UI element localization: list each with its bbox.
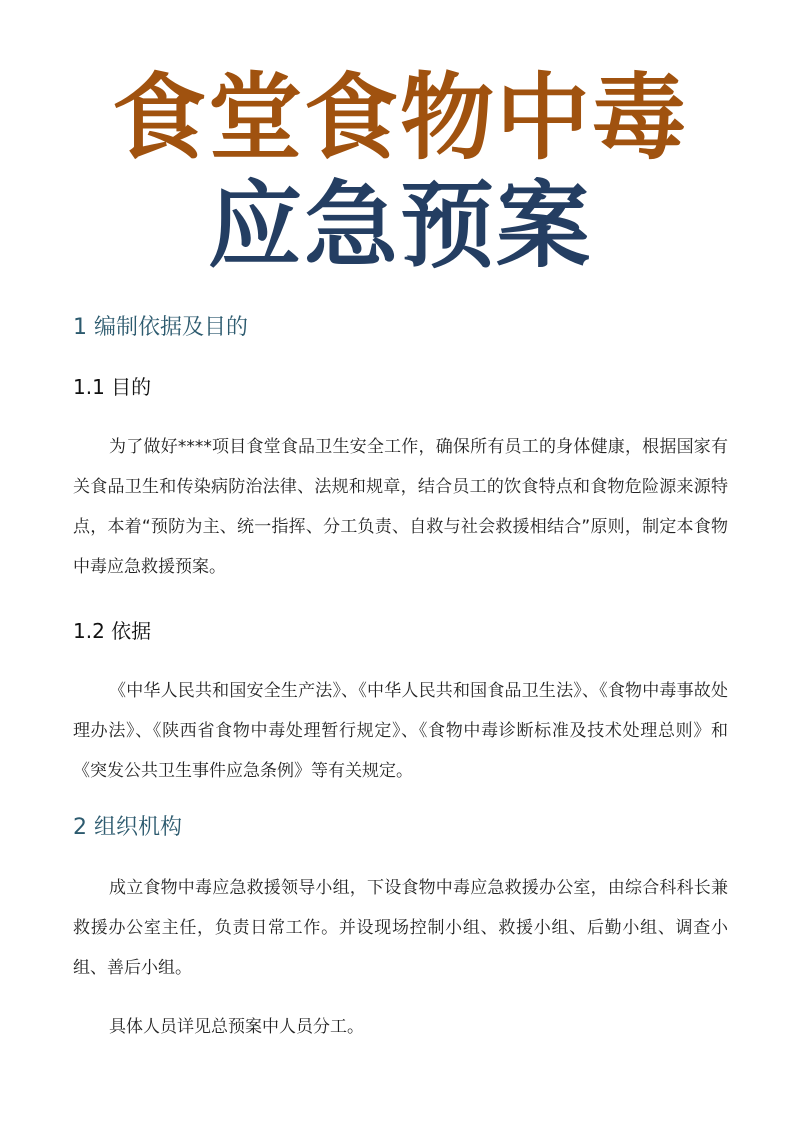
paragraph-personnel: 具体人员详见总预案中人员分工。: [109, 1017, 364, 1037]
paragraph-organization: 成立食物中毒应急救援领导小组，下设食物中毒应急救援办公室，由综合科科长兼救援办公室主任，负责日常工作。并设现场控制小组、救援小组、后勤小组、调查小组、善后小组。: [73, 878, 728, 978]
subsection-heading-1-1: 1.1 目的: [73, 375, 152, 399]
document-title-line-1: 食堂食物中毒: [111, 64, 688, 173]
section-heading-2: 2 组织机构: [73, 815, 182, 840]
subsection-heading-1-2: 1.2 依据: [73, 619, 152, 643]
document-title-line-2: 应急预案: [207, 172, 592, 281]
paragraph-basis: 《中华人民共和国安全生产法》、《中华人民共和国食品卫生法》、《食物中毒事故处理办法》、《陕西省食物中毒处理暂行规定》、《食物中毒诊断标准及技术处理总则》和《突发公共卫生事件应急条例》等有关规定。: [73, 681, 728, 781]
section-heading-1: 1 编制依据及目的: [73, 315, 248, 340]
paragraph-purpose: 为了做好****项目食堂食品卫生安全工作，确保所有员工的身体健康，根据国家有关食品卫生和传染病防治法律、法规和规章，结合员工的饮食特点和食物危险源来源特点，本着“预防为主、统一指挥、分工负责、自救与社会救援相结合”原则，制定本食物中毒应急救援预案。: [73, 437, 728, 577]
